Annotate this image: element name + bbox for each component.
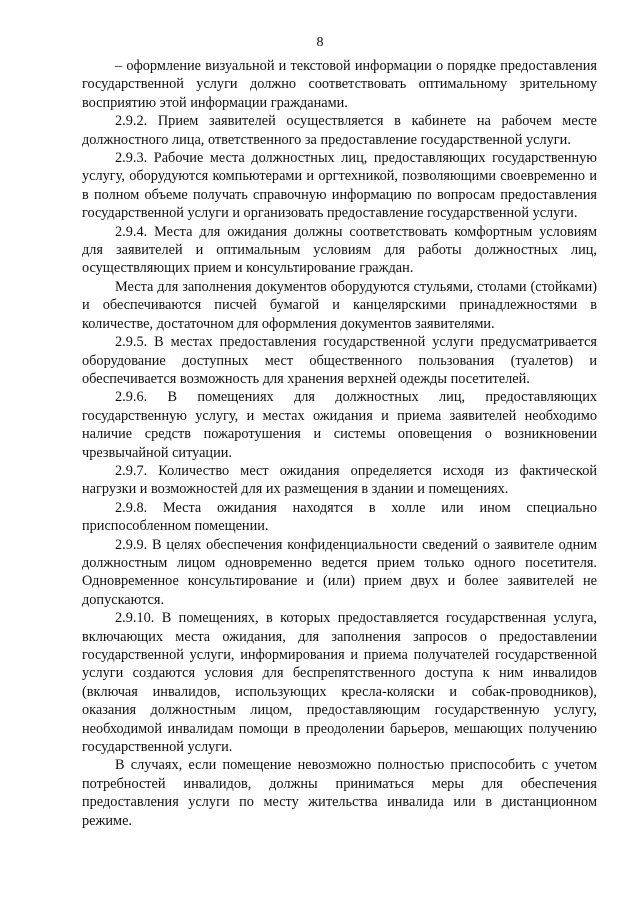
paragraph-visual-info: – оформление визуальной и текстовой информации о порядке предоставления государственной услуги должно соответствовать оптимальному зрительному восприятию этой информации гражданами.: [82, 58, 597, 111]
paragraph-2-9-7: 2.9.7. Количество мест ожидания определяется исходя из фактической нагрузки и возможностей для их размещения в здании и помещениях.: [82, 462, 597, 498]
paragraph-2-9-3: 2.9.3. Рабочие места должностных лиц, предоставляющих государственную услугу, оборудуются компьютерами и оргтехникой, позволяющими своевременно и в полном объеме получать справочную информацию по вопросам предоставления государственной услуги и организовать предоставление государственной услуги.: [82, 150, 597, 222]
page-number: 8: [316, 35, 324, 50]
paragraph-2-9-8: 2.9.8. Места ожидания находятся в холле или ином специально приспособленном помещении.: [82, 499, 597, 535]
paragraph-2-9-6: 2.9.6. В помещениях для должностных лиц, предоставляющих государственную услугу, и местах ожидания и приема заявителей необходимо наличие средств пожаротушения и системы оповещения о возникновении чрезвычайной ситуации.: [82, 389, 597, 461]
paragraph-document-filling-places: Места для заполнения документов оборудуются стульями, столами (стойками) и обеспечиваются писчей бумагой и канцелярскими принадлежностями в количестве, достаточном для оформления документов заявителями.: [82, 278, 597, 332]
paragraph-2-9-10: 2.9.10. В помещениях, в которых предоставляется государственная услуга, включающих места ожидания, для заполнения запросов о предоставлении государственной услуги, информирования и приема получателей государственной услуги создаются условия для беспрепятственного доступа к ним инвалидов (включая инвалидов, использующих кресла-коляски и собак-проводников), оказания должностным лицом, предоставляющим государственную услугу, необходимой инвалидам помощи в преодолении барьеров, мешающих получению государственной услуги.: [82, 610, 597, 756]
paragraph-2-9-2: 2.9.2. Прием заявителей осуществляется в кабинете на рабочем месте должностного лица, ответственного за предоставление государственной услуги.: [82, 113, 597, 148]
paragraph-2-9-9: 2.9.9. В целях обеспечения конфиденциальности сведений о заявителе одним должностным лицом одновременно ведется прием только одного посетителя. Одновременное консультирование и (или) прием двух и более заявителей не допускаются.: [82, 536, 597, 608]
document-body: [82, 57, 597, 830]
paragraph-remote-service: В случаях, если помещение невозможно полностью приспособить с учетом потребностей инвалидов, должны приниматься меры для обеспечения предоставления услуги по месту жительства инвалида или в дистанционном режиме.: [82, 757, 597, 829]
paragraph-2-9-5: 2.9.5. В местах предоставления государственной услуги предусматривается оборудование доступных мест общественного пользования (туалетов) и обеспечивается возможность для хранения верхней одежды посетителей.: [82, 334, 597, 387]
paragraph-2-9-4: 2.9.4. Места для ожидания должны соответствовать комфортным условиям для заявителей и оптимальным условиям для работы должностных лиц, осуществляющих прием и консультирование граждан.: [82, 223, 597, 277]
